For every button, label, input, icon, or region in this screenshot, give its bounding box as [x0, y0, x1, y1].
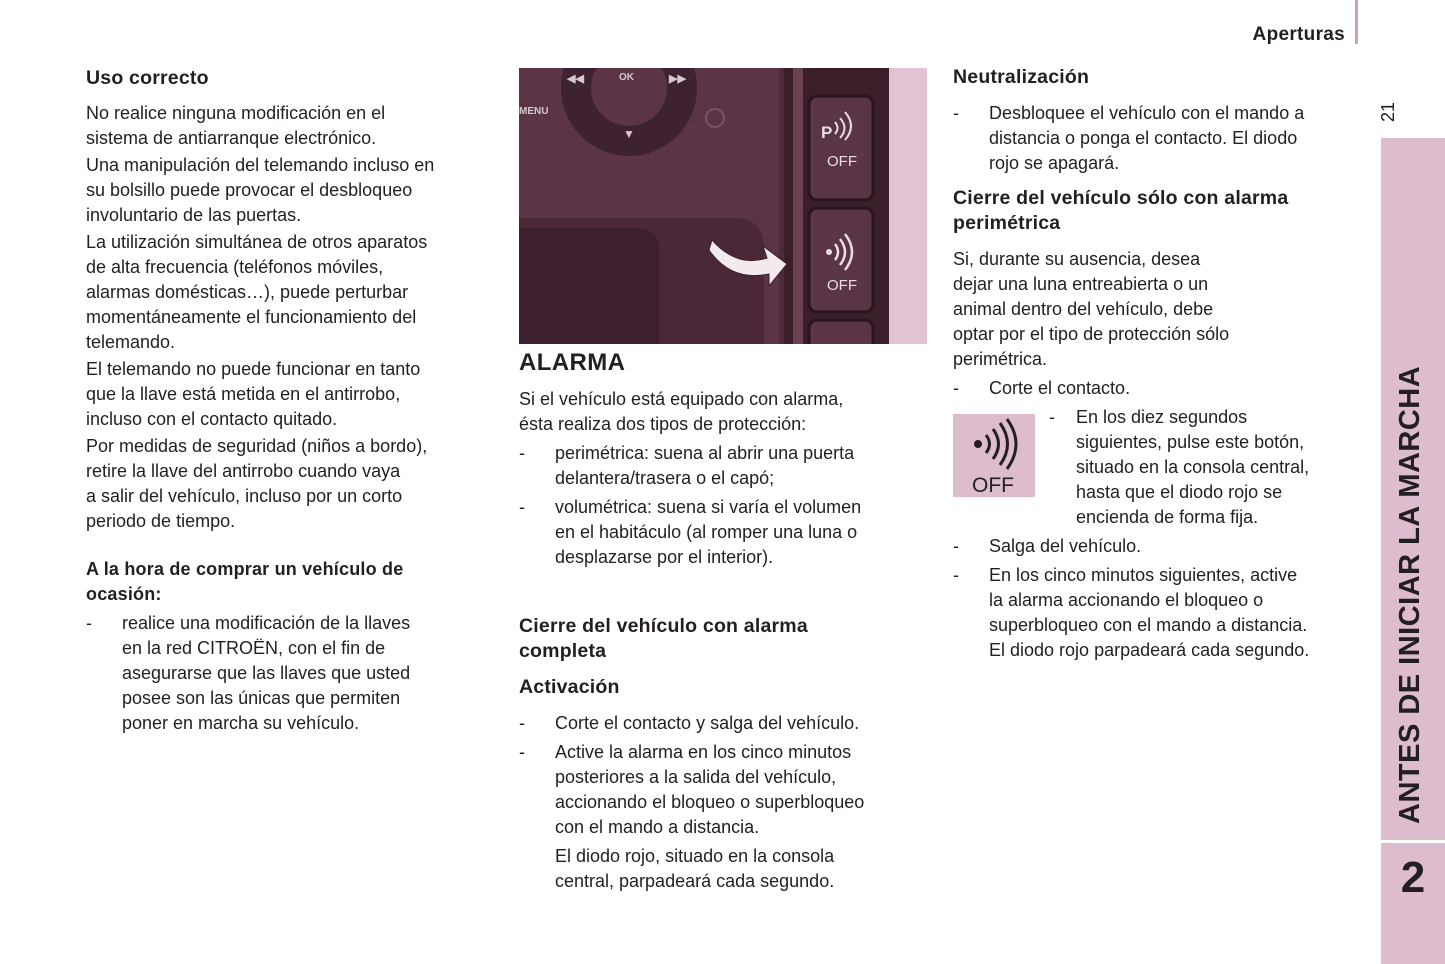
header-divider [1355, 0, 1358, 44]
subheading-cierre-perimetrica: Cierre del vehículo sólo con alarma perimétrica [953, 187, 1289, 234]
paragraph-4: El telemando no puede funcionar en tanto que la llave está metida en el antirrobo, incluso con el contacto quitado. [86, 359, 421, 429]
list-item: - En los cinco minutos siguientes, active la alarma accionando el bloqueo o superbloqueo con el mando a distancia. El diodo rojo parpadeará cada segundo. [953, 565, 1310, 660]
ok-label: OK [619, 72, 634, 83]
alarm-off-icon [953, 414, 1035, 497]
paragraph-5: Por medidas de seguridad (niños a bordo), retire la llave del antirrobo cuando vaya a salir del vehículo, incluso por un corto periodo de tiempo. [86, 436, 428, 531]
column-right [953, 62, 1355, 663]
chapter-tab-divider [1381, 840, 1445, 843]
list-item-with-icon: - En los diez segundos siguientes, pulse este botón, situado en la consola central, hasta que el diodo rojo se encienda de forma fija. [1049, 407, 1310, 527]
heading-uso-correcto: Uso correcto [86, 67, 209, 89]
list-item: - Salga del vehículo. [953, 536, 1142, 556]
list-item: - Desbloquee el vehículo con el mando a distancia o ponga el contacto. El diodo rojo se apagará. [953, 103, 1305, 173]
heading-alarma: ALARMA [519, 349, 626, 376]
page-number: 21 [1378, 101, 1398, 123]
button-2-off-label: OFF [827, 277, 857, 294]
heading-activacion: Activación [519, 676, 620, 698]
alarm-intro: Si el vehículo está equipado con alarma, ésta realiza dos tipos de protección: [519, 389, 844, 434]
list-item: - Corte el contacto. [953, 378, 1131, 398]
chapter-number: 2 [1400, 853, 1426, 902]
svg-text:◀◀: ◀◀ [567, 73, 584, 85]
menu-label: MENU [519, 106, 549, 117]
svg-text:▶▶: ▶▶ [669, 73, 686, 85]
led-note: El diodo rojo, situado en la consola central, parpadeará cada segundo. [555, 846, 835, 891]
list-item: - realice una modificación de la llaves en la red CITROËN, con el fin de asegurarse que las llaves que usted posee son las únicas que permiten poner en marcha su vehículo. [86, 613, 411, 733]
svg-text:▼: ▼ [623, 127, 635, 141]
list-item: - Active la alarma en los cinco minutos posteriores a la salida del vehículo, accionando el bloqueo o superbloqueo con el mando a distancia. [519, 742, 865, 837]
column-left [86, 62, 486, 736]
heading-neutralizacion: Neutralización [953, 66, 1090, 88]
off-label: OFF [972, 474, 1014, 497]
section-title: Aperturas [1252, 24, 1345, 45]
perimetric-intro: Si, durante su ausencia, desea dejar una luna entreabierta o un animal dentro del vehículo, debe optar por el tipo de protección sólo perimétrica. [953, 249, 1230, 369]
list-item: - Corte el contacto y salga del vehículo. [519, 713, 860, 733]
paragraph-2: Una manipulación del telemando incluso en su bolsillo puede provocar el desbloqueo involuntario de las puertas. [86, 155, 435, 225]
console-photo [519, 68, 927, 344]
svg-text:P: P [821, 123, 833, 142]
chapter-title: ANTES DE INICIAR LA MARCHA [1394, 365, 1426, 824]
list-item: - volumétrica: suena si varía el volumen en el habitáculo (al romper una luna o desplazarse por el interior). [519, 497, 862, 567]
subheading-cierre-completa: Cierre del vehículo con alarma completa [519, 615, 808, 662]
button-1-off-label: OFF [827, 153, 857, 170]
list-item: - perimétrica: suena al abrir una puerta delantera/trasera o el capó; [519, 443, 855, 488]
paragraph-3: La utilización simultánea de otros aparatos de alta frecuencia (teléfonos móviles, alarmas domésticas…), puede perturbar momentáneamente el funcionamiento del telemando. [86, 232, 428, 352]
subheading-vehiculo-ocasion: A la hora de comprar un vehículo de ocasión: [86, 559, 404, 604]
paragraph-1: No realice ninguna modificación en el sistema de antiarranque electrónico. [86, 103, 386, 148]
column-middle [519, 348, 927, 894]
